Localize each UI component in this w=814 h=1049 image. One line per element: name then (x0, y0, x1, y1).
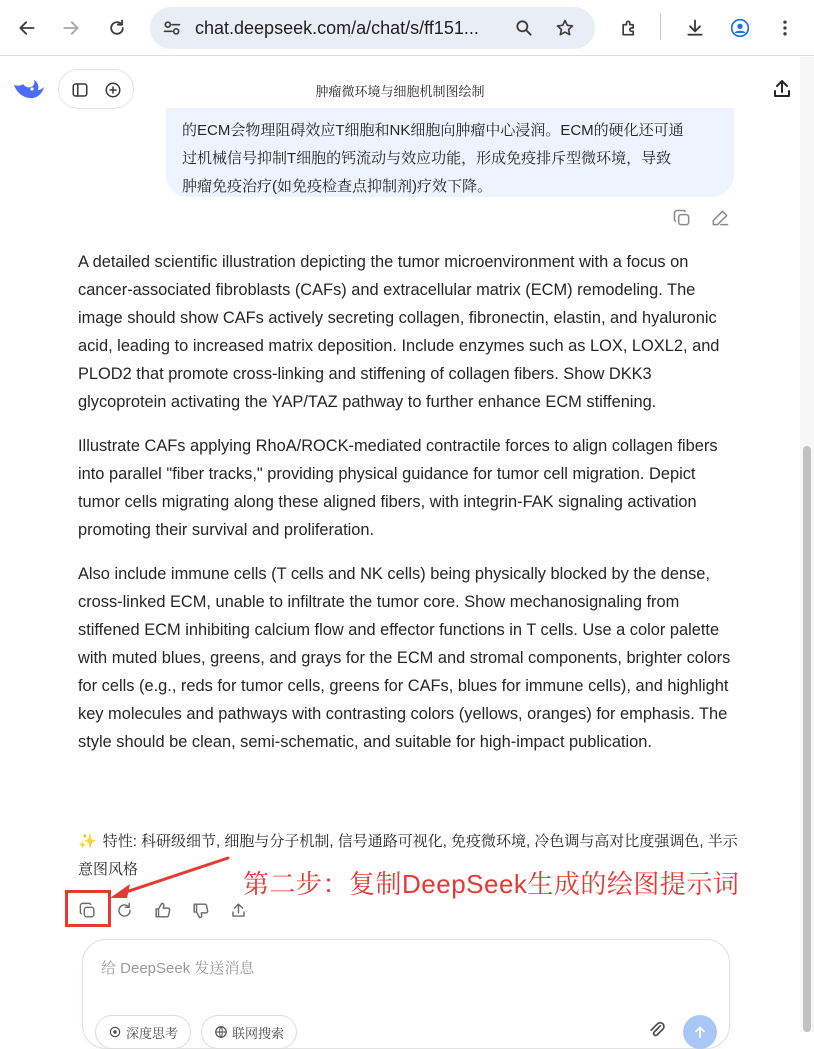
copy-icon[interactable] (672, 208, 692, 228)
user-message-line: 过机械信号抑制T细胞的钙流动与效应功能，形成免疫排斥型微环境，导致 (182, 150, 672, 167)
star-icon[interactable] (555, 18, 575, 38)
user-message-bubble (166, 108, 734, 197)
answer-paragraph: Also include immune cells (T cells and NK cells) being physically blocked by the dense, cross-linked ECM, unable to infiltrate the tumor core. Show mechanosignaling from stiffened ECM inhibiting calcium flow and effector functions in T cells. Use a color palette with muted blues, greens, and grays for the ECM and stromal components, brighter colors for cells (e.g., reds for tumor cells, greens for CAFs, blues for immune cells), and highlight key molecules and pathways with contrasting colors (yellows, oranges) for emphasis. The style should be clean, semi-schematic, and suitable for high-impact publication. (78, 565, 731, 751)
deep-think-toggle[interactable] (95, 1015, 191, 1049)
reload-button[interactable] (102, 13, 132, 43)
browser-toolbar (0, 0, 814, 56)
extension-icon (619, 18, 639, 38)
deep-think-icon (108, 1025, 122, 1039)
profile-icon (730, 18, 750, 38)
search-icon[interactable] (514, 18, 534, 38)
answer-paragraph: Illustrate CAFs applying RhoA/ROCK-mediated contractile forces to align collagen fibers into parallel "fiber tracks," providing physical guidance for tumor cell migration. Depict tumor cells migrating along these aligned fibers, with integrin-FAK signaling activation promoting their survival and proliferation. (78, 437, 718, 539)
url-text[interactable]: chat.deepseek.com/a/chat/s/ff151... (195, 18, 479, 38)
share-icon[interactable] (770, 77, 794, 101)
globe-icon (214, 1025, 228, 1039)
downloads-button[interactable] (680, 13, 710, 43)
dislike-button[interactable] (189, 899, 211, 921)
deep-think-label: 深度思考 (126, 1025, 179, 1041)
extensions-button[interactable] (614, 13, 644, 43)
regenerate-icon (115, 901, 134, 920)
thumbs-down-icon (191, 901, 210, 920)
web-search-toggle[interactable] (201, 1015, 297, 1049)
answer-paragraph: A detailed scientific illustration depicting the tumor microenvironment with a focus on cancer-associated fibroblasts (CAFs) and extracellular matrix (ECM) remodeling. The image should show CAFs actively secreting collagen, fibronectin, elastin, and hyaluronic acid, leading to increased matrix deposition. Include enzymes such as LOX, LOXL2, and PLOD2 that promote cross-linking and stiffening of collagen fibers. Show DKK3 glycoprotein activating the YAP/TAZ pathway to further enhance ECM stiffening. (78, 253, 720, 411)
scrollbar-thumb[interactable] (803, 446, 811, 1032)
share-answer-button[interactable] (227, 899, 249, 921)
paperclip-icon[interactable] (647, 1020, 667, 1040)
copy-answer-button[interactable] (76, 899, 98, 921)
chat-title: 肿瘤微环境与细胞机制图绘制 (315, 84, 485, 99)
message-input[interactable]: 给 DeepSeek 发送消息 (101, 960, 255, 977)
back-arrow-icon (17, 18, 37, 38)
sparkle-icon: ✨ (78, 833, 97, 850)
edit-icon[interactable] (710, 208, 730, 228)
web-search-label: 联网搜索 (232, 1025, 285, 1041)
regenerate-button[interactable] (113, 899, 135, 921)
send-button[interactable] (683, 1015, 717, 1049)
share-icon (229, 901, 248, 920)
address-bar[interactable] (150, 7, 595, 49)
download-icon (685, 18, 705, 38)
assistant-answer (78, 248, 738, 772)
more-icon (775, 18, 795, 38)
user-message-line: 的ECM会物理阻碍效应T细胞和NK细胞向肿瘤中心浸润。ECM的硬化还可通 (182, 122, 684, 139)
user-message-line: 肿瘤免疫治疗(如免疫检查点抑制剂)疗效下降。 (182, 178, 492, 195)
message-composer (82, 939, 730, 1049)
thumbs-up-icon (153, 901, 172, 920)
copy-icon (78, 901, 97, 920)
like-button[interactable] (151, 899, 173, 921)
site-settings-icon[interactable] (162, 18, 182, 38)
profile-button[interactable] (725, 13, 755, 43)
send-arrow-icon (692, 1024, 708, 1040)
reload-icon (107, 18, 127, 38)
browser-menu-button[interactable] (770, 13, 800, 43)
features-text: 特性: 科研级细节, 细胞与分子机制, 信号通路可视化, 免疫微环境, 冷色调与高对比度强调色, 半示意图风格 (78, 833, 738, 878)
toolbar-divider (660, 14, 661, 40)
annotation-text: 第二步：复制DeepSeek生成的绘图提示词 (243, 869, 740, 899)
forward-button[interactable] (56, 13, 86, 43)
forward-arrow-icon (61, 18, 81, 38)
back-button[interactable] (12, 13, 42, 43)
